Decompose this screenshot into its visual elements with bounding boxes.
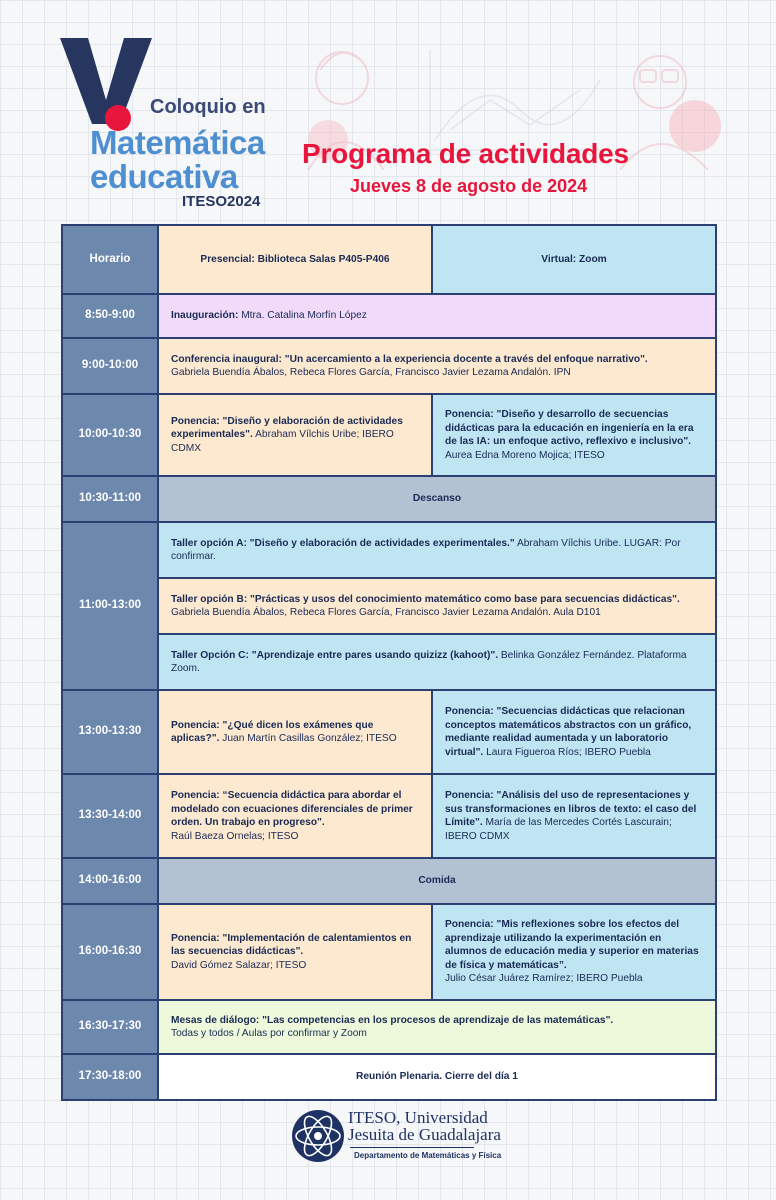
session-title: Ponencia: "Mis reflexiones sobre los efectos del aprendizaje utilizando la experimentación en alumnos de educación media y superior en materias de física y matemáticas”.: [445, 919, 699, 971]
workshop-cell-c: [158, 634, 716, 690]
table-row: [62, 522, 716, 578]
session-cell-virtual: [432, 774, 716, 858]
session-speakers: María de las Mercedes Cortés Lascurain; IBERO CDMX: [445, 817, 672, 842]
header-horario: Horario: [62, 225, 158, 294]
closing-cell: Reunión Plenaria. Cierre del día 1: [158, 1054, 716, 1100]
table-row: [62, 1000, 716, 1054]
iteso-seal-icon: [290, 1108, 346, 1164]
session-cell-presencial: [158, 394, 432, 476]
session-cell-presencial: [158, 690, 432, 774]
lunch-cell: Comida: [158, 858, 716, 904]
time-cell: 17:30-18:00: [62, 1054, 158, 1100]
iteso-department: Departamento de Matemáticas y Física: [354, 1151, 502, 1160]
session-speakers: Belinka González Fernández. Plataforma Zoom.: [171, 649, 687, 674]
session-speakers: Abraham Vílchis Uribe. LUGAR: Por confirmar.: [171, 537, 681, 562]
table-row: [62, 634, 716, 690]
table-row: [62, 394, 716, 476]
logo-line-1: Coloquio en: [150, 96, 266, 118]
iteso-logo: [290, 1108, 502, 1168]
iteso-divider: [350, 1147, 474, 1148]
table-row: [62, 338, 716, 394]
session-speakers: Laura Figueroa Ríos; IBERO Puebla: [483, 746, 651, 758]
time-cell: 16:00-16:30: [62, 904, 158, 1000]
table-row: [62, 476, 716, 522]
time-cell: 11:00-13:00: [62, 522, 158, 690]
workshop-cell-a: [158, 522, 716, 578]
session-title: Inauguración:: [171, 310, 239, 322]
time-cell: 10:30-11:00: [62, 476, 158, 522]
table-row: [62, 294, 716, 338]
session-speakers: Mtra. Catalina Morfín López: [238, 310, 367, 322]
session-cell-virtual: [432, 690, 716, 774]
iteso-name-line-1: ITESO, Universidad: [348, 1108, 488, 1127]
session-speakers: Raúl Baeza Ornelas; ITESO: [171, 830, 299, 842]
session-speakers: Juan Martín Casillas González; ITESO: [219, 733, 397, 744]
session-title: Taller Opción C: "Aprendizaje entre pares usando quizizz (kahoot)".: [171, 649, 499, 661]
time-cell: 16:30-17:30: [62, 1000, 158, 1054]
time-cell: 13:30-14:00: [62, 774, 158, 858]
logo-v-icon: [58, 38, 158, 134]
iteso-name-line-2: Jesuita de Guadalajara: [348, 1125, 501, 1144]
time-cell: 14:00-16:00: [62, 858, 158, 904]
session-title: Ponencia: "Análisis del uso de representaciones y sus transformaciones en libros de texto: el caso del Límite".: [445, 790, 697, 828]
workshop-cell-b: [158, 578, 716, 634]
logo-line-3: educativa: [90, 158, 238, 195]
table-row: [62, 1054, 716, 1100]
time-cell: 8:50-9:00: [62, 294, 158, 338]
schedule-table: [61, 224, 717, 1101]
session-title: Conferencia inaugural: "Un acercamiento a la experiencia docente a través del enfoque narrativo".: [171, 353, 648, 365]
session-cell-virtual: [432, 394, 716, 476]
session-speakers: David Gómez Salazar; ITESO: [171, 959, 307, 971]
session-cell-virtual: [432, 904, 716, 1000]
session-speakers: Aurea Edna Moreno Mojica; ITESO: [445, 449, 605, 461]
session-title: Taller opción A: "Diseño y elaboración de actividades experimentales.": [171, 537, 515, 549]
time-cell: 13:00-13:30: [62, 690, 158, 774]
time-cell: 10:00-10:30: [62, 394, 158, 476]
table-row: [62, 690, 716, 774]
logo-line-2: Matemática: [90, 124, 265, 161]
session-cell: [158, 1000, 716, 1054]
table-header-row: [62, 225, 716, 294]
session-title: Ponencia: "Implementación de calentamientos en las secuencias didácticas".: [171, 932, 412, 958]
session-speakers: Abraham Vílchis Uribe; IBERO CDMX: [171, 429, 394, 454]
session-title: Ponencia: “Secuencia didáctica para abordar el modelado con ecuaciones diferenciales de primer orden. Un trabajo en progreso".: [171, 790, 413, 828]
session-speakers: Todas y todos / Aulas por confirmar y Zoom: [171, 1028, 367, 1039]
session-title: Taller opción B: "Prácticas y usos del conocimiento matemático como base para secuencias didácticas".: [171, 593, 680, 605]
session-title: Ponencia: "Diseño y desarrollo de secuencias didácticas para la educación en ingeniería en la era de las IA: un enfoque activo, reflexivo e inclusivo".: [445, 409, 694, 447]
session-speakers: Julio César Juárez Ramírez; IBERO Puebla: [445, 973, 643, 985]
time-cell: 9:00-10:00: [62, 338, 158, 394]
session-cell: [158, 294, 716, 338]
program-date: Jueves 8 de agosto de 2024: [350, 176, 588, 196]
header-virtual: Virtual: Zoom: [432, 225, 716, 294]
program-title: Programa de actividades: [302, 138, 629, 169]
header-presencial: Presencial: Biblioteca Salas P405-P406: [158, 225, 432, 294]
session-cell-presencial: [158, 904, 432, 1000]
session-speakers: Gabriela Buendía Ábalos, Rebeca Flores García, Francisco Javier Lezama Andalón. Aula D101: [171, 607, 601, 618]
session-cell-presencial: [158, 774, 432, 858]
session-title: Ponencia: "Diseño y elaboración de actividades experimentales".: [171, 415, 403, 441]
table-row: [62, 774, 716, 858]
table-row: [62, 858, 716, 904]
break-cell: Descanso: [158, 476, 716, 522]
session-title: Ponencia: "¿Qué dicen los exámenes que aplicas?".: [171, 719, 374, 744]
session-title: Ponencia: "Secuencias didácticas que relacionan conceptos matemáticos abstractos con un gráfico, mediante realidad aumentada y un laboratorio virtual".: [445, 706, 692, 758]
logo-line-4: ITESO2024: [182, 193, 261, 210]
table-row: [62, 578, 716, 634]
session-cell: [158, 338, 716, 394]
session-title: Mesas de diálogo: "Las competencias en los procesos de aprendizaje de las matemáticas".: [171, 1014, 614, 1026]
session-speakers: Gabriela Buendía Ábalos, Rebeca Flores García, Francisco Javier Lezama Andalón. IPN: [171, 367, 571, 378]
table-row: [62, 904, 716, 1000]
